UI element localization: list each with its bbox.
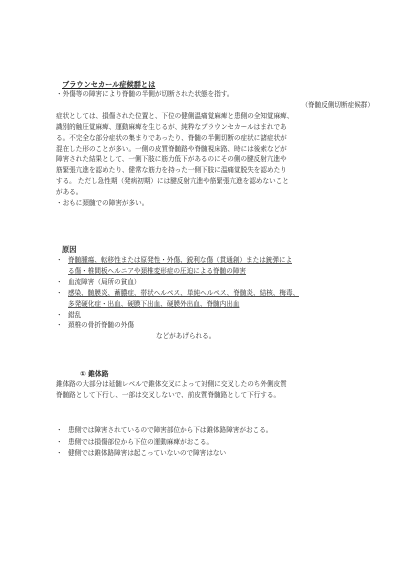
page-title: ブラウンセカール症候群とは [62,80,156,89]
bullet-marker: ・ [56,449,63,457]
bullet-marker: ・ [56,437,63,446]
list-item-text: 患側では損傷部位から下位の運動麻痺がおこる。 [68,437,214,446]
list-item-text: 脊髄腫瘍、転移性または原発性・外傷、鋭利な傷（貫通創）または銃弾によ [68,256,293,264]
bullet-marker: ・ [56,277,63,286]
list-item-text: 頚椎の骨折脊髄の外傷 [68,321,134,330]
list-item [56,310,374,321]
list-item-text: 感染、髄膜炎、蓄膿症、帯状ヘルペス、単純ヘルペス、脊髄炎、結核、梅毒、 [68,288,300,297]
intro-line: 障害された結果として、一側下肢に筋力低下があるのにその側の腱反射亢進や [56,155,287,164]
bullet-marker: ・ [56,426,63,434]
intro-line: する。 ただし急性期（発病初期）には腱反射亢進や筋緊張亢進を認めないこと [56,177,289,186]
list-item-text: 錯乱 [68,310,82,319]
list-item [56,288,374,299]
intro-line: 混在した形のことが多い。一側の皮質脊髄路や脊髄視床路、時には後索などが [56,144,287,153]
intro-line: 識別的触圧覚麻痺、運動麻痺を生じるが、純粋なブラウンセカールはまれであ [56,122,287,131]
pyramidal-bullets [56,425,374,460]
list-item [56,320,374,331]
closing-text: などがあげられる。 [156,332,216,341]
intro-line: ・おもに頚髄での障害が多い。 [56,199,149,208]
list-item-text: 多発硬化症・出血、硬膜下出血、硬膜外出血、脊髄内出血 [68,299,240,308]
list-item [56,255,374,266]
list-item [56,425,374,437]
causes-list [56,255,374,342]
causes-heading: 原因 [62,245,77,254]
list-item-text: る傷・椎間板ヘルニアや頚椎変形症の圧迫による脊髄の障害 [68,266,247,275]
pyramidal-line: 脊髄路として下行し、一部は交叉しないで、前皮質脊髄路として下行する。 [56,390,281,399]
pyramidal-section [56,379,374,401]
list-item-text: 患側では障害されているので障害部位から下は錐体路障害がおこる。 [68,426,273,434]
intro-line: る。不完全な部分症状の集まりであったり、脊髄の半側切断の症状に諸症状が [56,133,287,142]
intro-line: 筋緊張亢進を認めたり、健常な筋力を持った一側下肢に温痛覚脱失を認めたり [56,166,287,175]
list-item-text: 健側では錐体路障害は起こっていないので障害はない [68,449,227,457]
list-item-text: 血流障害（局所の貧血） [68,277,141,286]
intro-line: 症状としては、損傷された位置と、下位の健側温痛覚麻痺と患側の全知覚麻痺、 [56,111,294,120]
list-item [56,277,374,288]
bullet-marker: ・ [56,310,63,319]
pyramidal-heading: ① 錐体路 [80,370,109,378]
list-item [56,437,374,449]
bullet-marker: ・ [56,256,63,264]
list-item [56,448,374,460]
bullet-marker: ・ [56,288,63,297]
intro-line: がある。 [56,188,83,197]
definition-text: ・外傷等の障害により脊髄の半側が切断された状態を指す。 [56,90,234,98]
pyramidal-line: 錐体路の大部分は延髄レベルで錐体交叉によって対側に交叉したのち外側皮質 [56,380,287,388]
intro-section [56,89,374,209]
aside-text: （脊髄反側切断症候群） [301,100,374,109]
bullet-marker: ・ [56,321,63,330]
